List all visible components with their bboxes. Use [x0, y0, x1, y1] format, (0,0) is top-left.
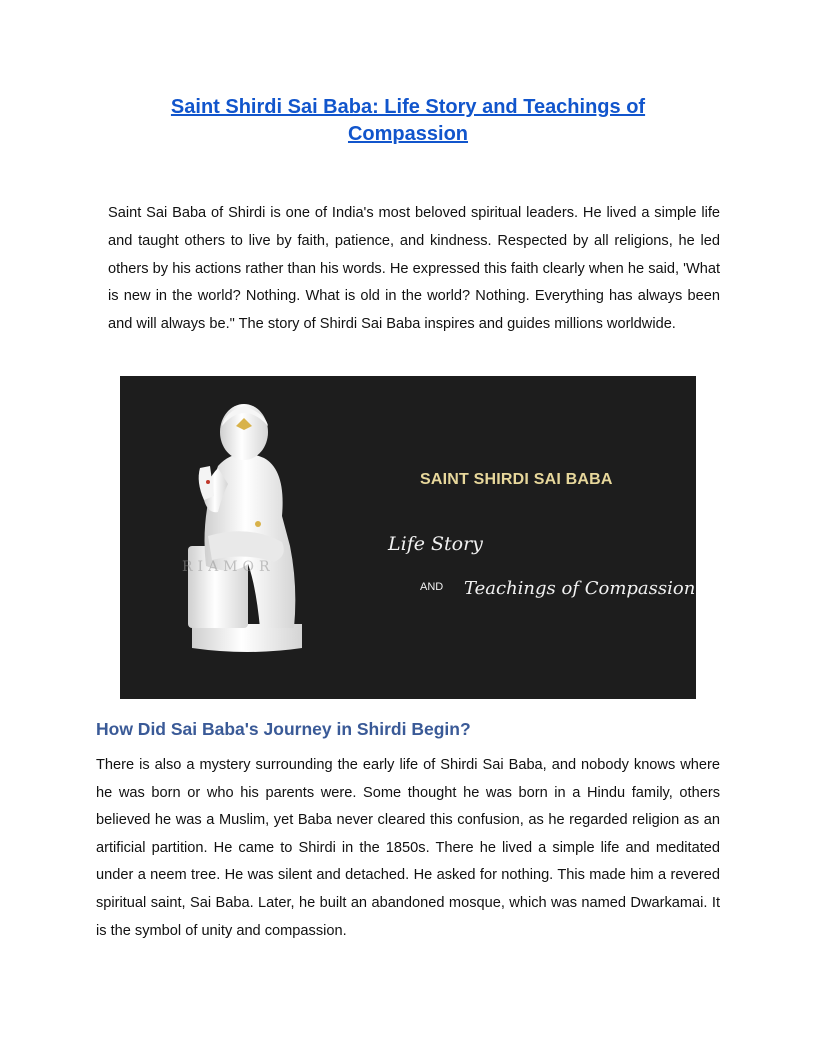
section-heading: How Did Sai Baba's Journey in Shirdi Begin?	[96, 719, 471, 739]
watermark-text: RIAMOR	[182, 559, 275, 575]
intro-paragraph: Saint Sai Baba of Shirdi is one of India's most beloved spiritual leaders. He lived a simple life and taught others to live by faith, patience, and kindness. Respected by all religions, he led others by his actions rather than his words. He expressed this faith clearly when he said, 'What is new in the world? Nothing. What is old in the world? Nothing. Everything has always been and will always be." The story of Shirdi Sai Baba inspires and guides millions worldwide.	[108, 205, 720, 333]
banner-subtitle-teachings: Teachings of Compassion	[464, 578, 696, 599]
banner-heading: SAINT SHIRDI SAI BABA	[420, 471, 613, 488]
section-body-paragraph: There is also a mystery surrounding the early life of Shirdi Sai Baba, and nobody knows where he was born or who his parents were. Some thought he was born in a Hindu family, others believed he was a Muslim, yet Baba never cleared this confusion, as he regarded religion as an artificial partition. He came to Shirdi in the 1850s. There he lived a simple life and meditated under a neem tree. He was silent and detached. He asked for nothing. This made him a revered spiritual saint, Sai Baba. Later, he built an abandoned mosque, which was named Dwarkamai. It is the symbol of unity and compassion.	[96, 757, 720, 939]
page-title[interactable]: Saint Shirdi Sai Baba: Life Story and Teachings of Compassion	[170, 96, 646, 145]
banner-image	[120, 376, 696, 699]
sai-baba-statue-image	[178, 396, 308, 656]
banner-connector: AND	[420, 581, 444, 593]
banner-subtitle-life-story: Life Story	[388, 533, 483, 555]
